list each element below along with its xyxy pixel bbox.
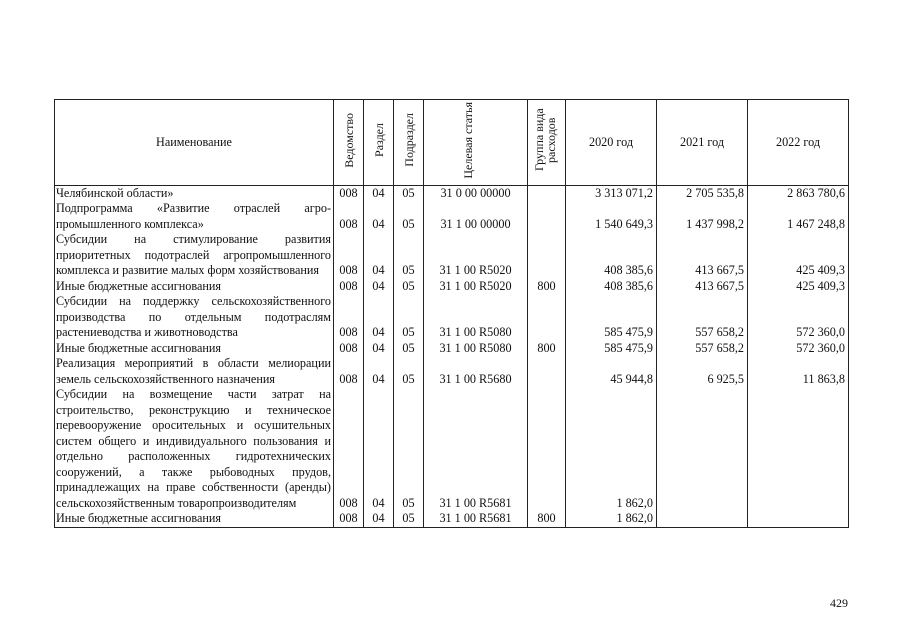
table-row [55,294,849,341]
cell-2022 [748,387,849,511]
header-group: Группа вида расходов [528,100,566,186]
cell-article: 31 1 00 R5020 [424,232,528,279]
cell-section: 04 [364,511,394,527]
cell-article: 31 1 00 R5080 [424,341,528,357]
table-body [55,185,849,527]
cell-section: 04 [364,387,394,511]
cell-2021: 1 437 998,2 [657,201,748,232]
page-number: 429 [830,596,848,610]
cell-2020: 585 475,9 [566,294,657,341]
cell-subsection: 05 [394,356,424,387]
cell-2021: 2 705 535,8 [657,185,748,201]
cell-name: Иные бюджетные ассигнования [55,341,334,357]
table-row [55,387,849,511]
cell-group: 800 [528,279,566,295]
cell-section: 04 [364,201,394,232]
cell-2021: 413 667,5 [657,279,748,295]
cell-dept: 008 [334,279,364,295]
cell-group: 800 [528,511,566,527]
cell-2020: 408 385,6 [566,232,657,279]
cell-2020: 1 862,0 [566,511,657,527]
cell-group: 800 [528,341,566,357]
cell-2020: 3 313 071,2 [566,185,657,201]
cell-name: Реализация мероприятий в области мелиорации земель сельскохозяйственного назначения [55,356,334,387]
cell-2022: 425 409,3 [748,279,849,295]
cell-name: Иные бюджетные ассигнования [55,279,334,295]
cell-group [528,294,566,341]
cell-dept: 008 [334,341,364,357]
table-row [55,511,849,527]
cell-article: 31 1 00 R5680 [424,356,528,387]
header-row [55,100,849,186]
cell-group [528,356,566,387]
cell-2021: 6 925,5 [657,356,748,387]
cell-2022: 425 409,3 [748,232,849,279]
cell-2020: 408 385,6 [566,279,657,295]
cell-2020: 1 540 649,3 [566,201,657,232]
cell-subsection: 05 [394,294,424,341]
cell-name: Подпрограмма «Развитие отраслей агропромышленного комплекса» [55,201,334,232]
cell-name: Челябинской области» [55,185,334,201]
cell-name: Субсидии на стимулирование развития приоритетных подотраслей агропромышленного комплекса и развитие малых форм хозяйствования [55,232,334,279]
cell-dept: 008 [334,232,364,279]
cell-2022: 572 360,0 [748,341,849,357]
cell-subsection: 05 [394,511,424,527]
cell-dept: 008 [334,511,364,527]
cell-group [528,232,566,279]
cell-subsection: 05 [394,201,424,232]
cell-name: Субсидии на возмещение части затрат на строительство, реконструкцию и техническое перевооружение оросительных и осушительных систем общего и индивидуального пользования и отдельно расположенных гидротехнических сооружений, а также рыбоводных прудов, принадлежащих на праве собственности (аренды) сельскохозяйственным товаропроизводителям [55,387,334,511]
cell-article: 31 1 00 00000 [424,201,528,232]
table-row [55,341,849,357]
cell-section: 04 [364,232,394,279]
cell-subsection: 05 [394,185,424,201]
header-section: Раздел [364,100,394,186]
cell-dept: 008 [334,201,364,232]
cell-2021: 557 658,2 [657,341,748,357]
cell-2021: 557 658,2 [657,294,748,341]
cell-2022: 2 863 780,6 [748,185,849,201]
header-2020: 2020 год [566,100,657,186]
cell-subsection: 05 [394,279,424,295]
cell-name: Иные бюджетные ассигнования [55,511,334,527]
cell-2022: 572 360,0 [748,294,849,341]
cell-section: 04 [364,294,394,341]
header-name: Наименование [55,100,334,186]
cell-group [528,201,566,232]
cell-subsection: 05 [394,232,424,279]
cell-dept: 008 [334,185,364,201]
cell-subsection: 05 [394,341,424,357]
table-row [55,279,849,295]
cell-group [528,387,566,511]
cell-dept: 008 [334,387,364,511]
cell-article: 31 1 00 R5080 [424,294,528,341]
cell-group [528,185,566,201]
table-row [55,201,849,232]
cell-2021: 413 667,5 [657,232,748,279]
cell-2020: 45 944,8 [566,356,657,387]
cell-section: 04 [364,185,394,201]
cell-2021 [657,387,748,511]
cell-section: 04 [364,341,394,357]
cell-article: 31 1 00 R5681 [424,511,528,527]
cell-2020: 585 475,9 [566,341,657,357]
cell-2021 [657,511,748,527]
cell-article: 31 1 00 R5020 [424,279,528,295]
cell-name: Субсидии на поддержку сельскохозяйственного производства по отдельным подотраслям растениеводства и животноводства [55,294,334,341]
cell-subsection: 05 [394,387,424,511]
table-row [55,356,849,387]
header-subsection: Подраздел [394,100,424,186]
cell-2020: 1 862,0 [566,387,657,511]
cell-dept: 008 [334,356,364,387]
header-2021: 2021 год [657,100,748,186]
table-row [55,185,849,201]
header-article: Целевая статья [424,100,528,186]
cell-2022 [748,511,849,527]
cell-section: 04 [364,356,394,387]
cell-section: 04 [364,279,394,295]
header-2022: 2022 год [748,100,849,186]
cell-2022: 11 863,8 [748,356,849,387]
cell-2022: 1 467 248,8 [748,201,849,232]
cell-article: 31 0 00 00000 [424,185,528,201]
header-dept: Ведомство [334,100,364,186]
cell-dept: 008 [334,294,364,341]
budget-table [54,99,849,528]
table-row [55,232,849,279]
cell-article: 31 1 00 R5681 [424,387,528,511]
